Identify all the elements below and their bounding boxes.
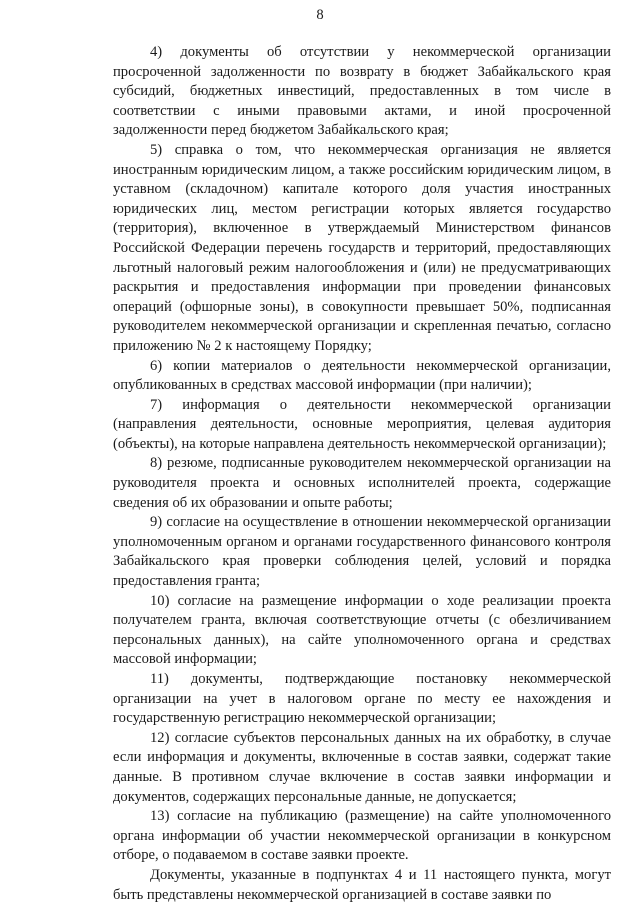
page-number: 8	[316, 7, 324, 23]
paragraph-item-8: 8) резюме, подписанные руководителем некоммерческой организации на руководителя проекта и основных исполнителей проекта, содержащие сведения об их образовании и опыте работы;	[113, 455, 611, 511]
paragraph-closing: Документы, указанные в подпунктах 4 и 11 настоящего пункта, могут быть представлены некоммерческой организацией в составе заявки по	[113, 866, 611, 903]
paragraph-item-12: 12) согласие субъектов персональных данных на их обработку, в случае если информация и документы, включенные в состав заявки, содержат такие данные. В противном случае включение в состав заявки информации и документов, содержащих персональные данные, не допускается;	[113, 729, 611, 805]
paragraph-item-5: 5) справка о том, что некоммерческая организация не является иностранным юридическим лицом, а также российским юридическим лицом, в уставном (складочном) капитале которого доля участия иностранных юридических лиц, местом регистрации которых является государство (территория), включенное в утверждаемый Министерством финансов Российской Федерации перечень государств и территорий, предоставляющих льготный налоговый режим налогообложения и (или) не предусматривающих раскрытия и предоставления информации при проведении финансовых операций (офшорные зоны), в совокупности превышает 50%, подписанная руководителем некоммерческой организации и скрепленная печатью, согласно приложению № 2 к настоящему Порядку;	[113, 141, 611, 354]
paragraph-item-6: 6) копии материалов о деятельности некоммерческой организации, опубликованных в средствах массовой информации (при наличии);	[113, 357, 611, 394]
paragraph-item-7: 7) информация о деятельности некоммерческой организации (направления деятельности, основные мероприятия, целевая аудитория (объекты), на которые направлена деятельность некоммерческой организации);	[113, 396, 611, 452]
paragraph-item-4: 4) документы об отсутствии у некоммерческой организации просроченной задолженности по возврату в бюджет Забайкальского края субсидий, бюджетных инвестиций, предоставленных в том числе в соответствии с иными правовыми актами, и иной просроченной задолженности перед бюджетом Забайкальского края;	[113, 44, 611, 139]
paragraph-item-10: 10) согласие на размещение информации о ходе реализации проекта получателем гранта, включая соответствующие отчеты (с обезличиванием персональных данных), на сайте уполномоченного органа и средствах массовой информации;	[113, 592, 611, 668]
paragraph-item-11: 11) документы, подтверждающие постановку некоммерческой организации на учет в налоговом органе по месту ее нахождения и государственную регистрацию некоммерческой организации;	[113, 671, 611, 727]
document-body	[113, 43, 611, 905]
paragraph-item-13: 13) согласие на публикацию (размещение) на сайте уполномоченного органа информации об участии некоммерческой организации в конкурсном отборе, о подаваемом в составе заявки проекте.	[113, 808, 611, 864]
paragraph-item-9: 9) согласие на осуществление в отношении некоммерческой организации уполномоченным органом и органами государственного финансового контроля Забайкальского края проверки соблюдения целей, условий и порядка предоставления гранта;	[113, 514, 611, 590]
